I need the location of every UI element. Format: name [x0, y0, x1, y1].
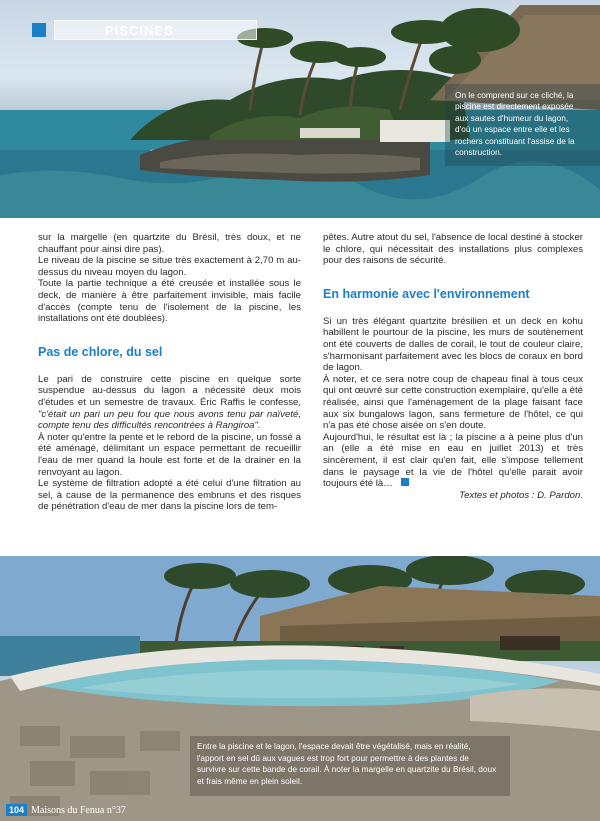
right-paragraph-4-text: Aujourd'hui, le résultat est là ; la piscine a à peine plus d'un an (elle a été mise en eau en juillet 2013) et très sincèrement, il est clair qu'en fait, elle s'impose tellement dans le paysage et la vie de l'hôtel qu'elle parait avoir toujours été là…: [323, 431, 583, 490]
left-paragraph-4-intro: Le pari de construire cette piscine en quelque sorte suspendue au-dessus du lagon a nécessité deux mois d'études et un semestre de travaux. Éric Raffis le confesse,: [38, 373, 301, 408]
left-paragraph-5: À noter qu'entre la pente et le rebord de la piscine, un fossé a été aménagé, délimitant un espace permettant de recueillir l'eau de mer quand la houle est forte et de la drainer en la renvoyant au lagon.: [38, 431, 301, 478]
section-label: PISCINES: [54, 20, 257, 40]
left-paragraph-1: sur la margelle (en quartzite du Brésil, très doux, et ne chauffant pour ainsi dire pas).: [38, 232, 301, 255]
heading-pas-de-chlore: Pas de chlore, du sel: [38, 344, 163, 359]
end-mark-square: [401, 478, 409, 486]
left-paragraph-3: Toute la partie technique a été creusée et installée sous le deck, de manière à être parfaitement invisible, mais facile d'accès (compte tenu de l'isolement de la piscine, les installations ont été doublées).: [38, 278, 301, 325]
article-left-column: [38, 232, 301, 513]
top-photo-caption: On le comprend sur ce cliché, la piscine est directement exposée aux sautes d'humeur du lagon, d'où un espace entre elle et les rochers constituant l'assise de la construction.: [455, 90, 575, 158]
raffis-quote: "c'était un pari un peu fou que nous avons tenu par naïveté, compte tenu des difficultés rencontrées à Rangiroa".: [38, 408, 301, 432]
article-right-column: [323, 232, 583, 501]
left-paragraph-6: Le système de filtration adopté a été celui d'une filtration au sel, à cause de la permanence des embruns et des risques de pénétration d'eau de mer dans la piscine lors de tem-: [38, 478, 301, 513]
bottom-photo: [0, 556, 600, 821]
right-paragraph-3: À noter, et ce sera notre coup de chapeau final à tous ceux qui ont œuvré sur cette construction exemplaire, qu'elle a été réalisée, ainsi que l'aménagement de la plage faisant face aux six bungalows lagon, sans fermeture de l'hôtel, ce qui n'a pas été chose aisée on s'en doute.: [323, 373, 583, 432]
magazine-name: Maisons du Fenua n°37: [31, 804, 126, 816]
right-paragraph-4: [323, 432, 583, 490]
section-tab: [32, 18, 257, 42]
right-paragraph-1: pêtes. Autre atout du sel, l'absence de local destiné à stocker le chlore, qui nécessitait des installations plus complexes pour des raisons de sécurité.: [323, 232, 583, 267]
bottom-photo-caption: Entre la piscine et le lagon, l'espace devait être végétalisé, mais en réalité, l'apport en sel dû aux vagues est trop fort pour permettre à des plantes de survivre sur cette bande de corail. À noter la margelle en quartzite du Brésil, doux et frais même en plein soleil.: [197, 741, 497, 786]
heading-harmonie: En harmonie avec l'environnement: [323, 286, 530, 301]
top-photo: [0, 0, 600, 218]
photo-credit: Textes et photos : D. Pardon.: [459, 489, 583, 501]
page-number: 104: [6, 804, 27, 816]
right-paragraph-2: Si un très élégant quartzite brésilien et un deck en kohu habillent le pourtour de la piscine, les murs de soutènement ont été couverts de dalles de corail, le tout de couleur claire, s'harmonisant parfaitement avec les blocs de coraux en bord de lagon.: [323, 315, 583, 374]
left-paragraph-2: Le niveau de la piscine se situe très exactement à 2,70 m au-dessus du niveau moyen du lagon.: [38, 255, 301, 278]
page-footer: [6, 804, 126, 816]
section-marker-square: [32, 23, 46, 37]
left-paragraph-4: [38, 374, 301, 432]
